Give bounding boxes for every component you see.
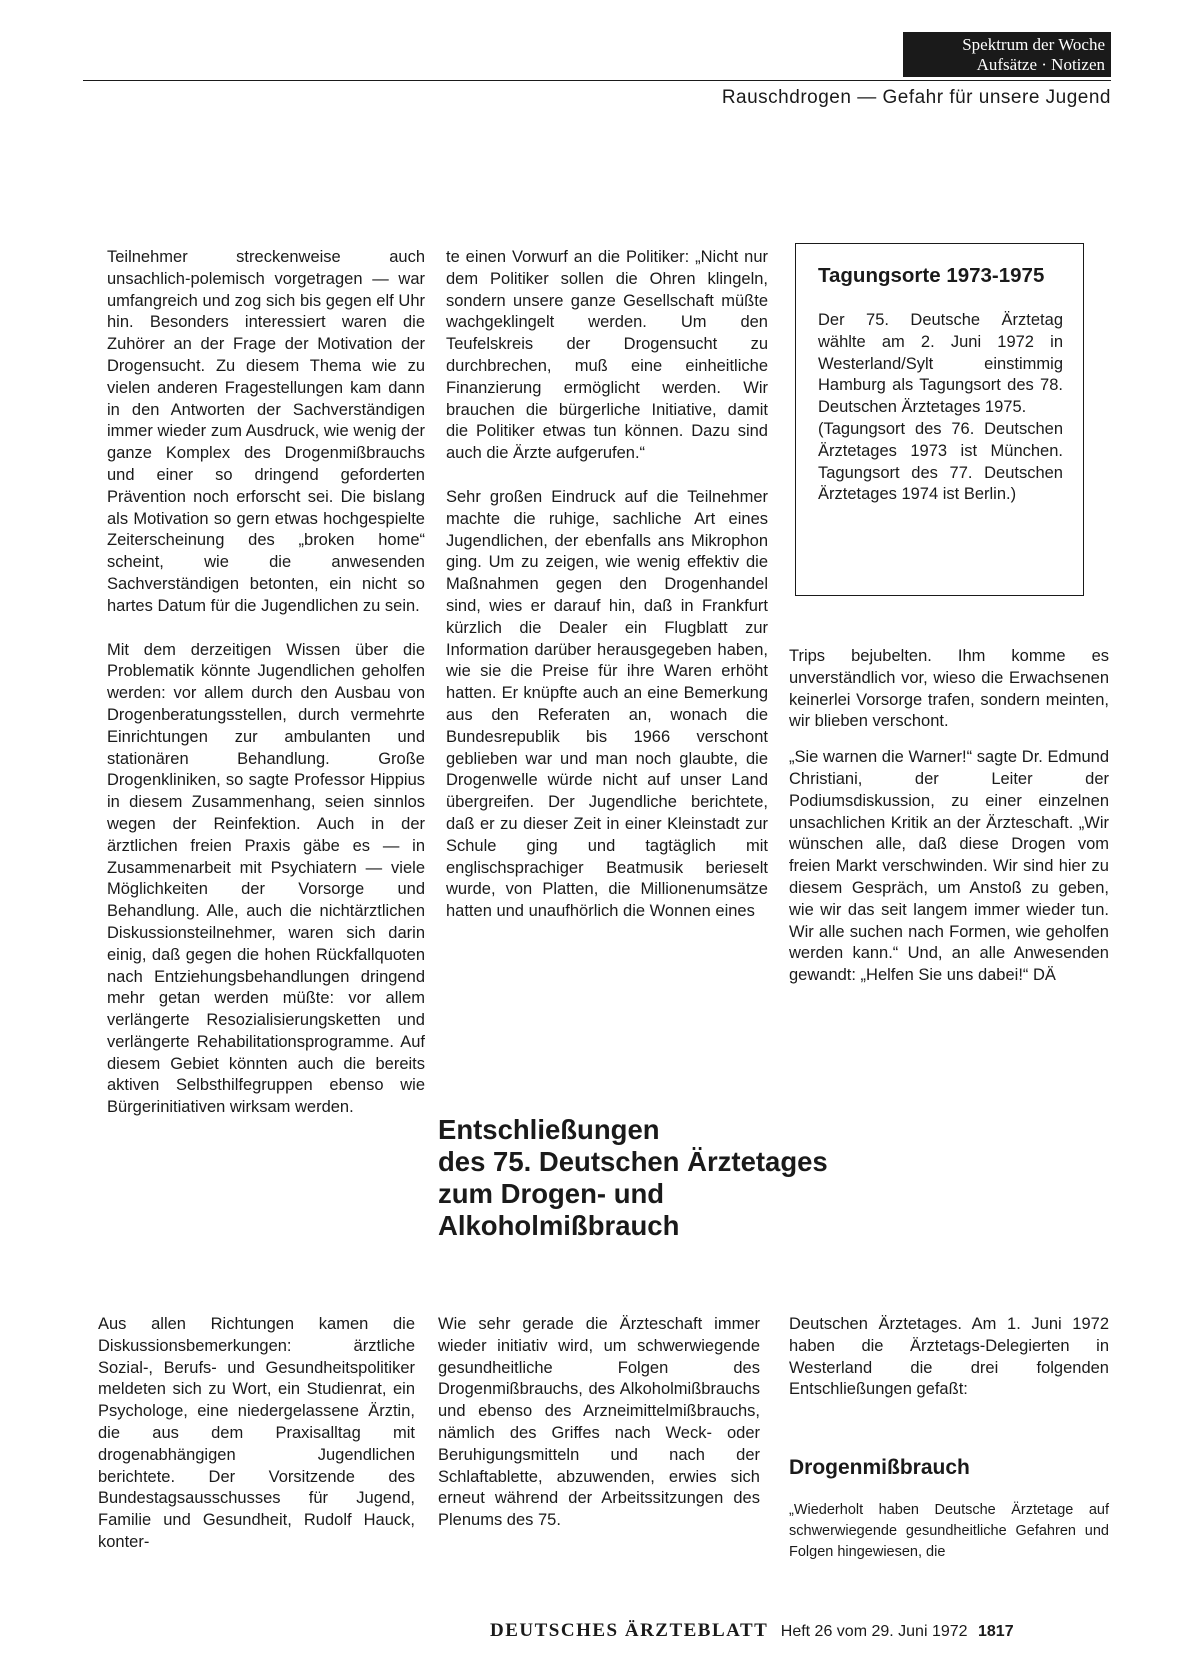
quote-paragraph: „Wiederholt haben Deutsche Ärztetage auf schwerwiegende gesundheitliche Gefahren und Folgen hingewiesen, die <box>789 1502 1109 1560</box>
page-number: 1817 <box>978 1623 1014 1640</box>
info-box <box>795 243 1084 596</box>
headline-line: des 75. Deutschen Ärztetages <box>438 1146 828 1177</box>
issue-info: Heft 26 vom 29. Juni 1972 <box>780 1623 968 1640</box>
paragraph: „Sie warnen die Warner!“ sagte Dr. Edmund Christiani, der Leiter der Podiumsdiskussion, zu einer einzelnen unsachlichen Kritik an der Ärzteschaft. „Wir wünschen alle, daß diese Drogen vom freien Markt verschwinden. Wir sind hier zu diesem Gespräch, um Anstoß zu geben, wie wir das seit langem immer wieder tun. Wir alle suchen nach Formen, wie geholfen werden kann.“ Und, an alle Anwesenden gewandt: „Helfen Sie uns dabei!“ DÄ <box>789 748 1109 985</box>
article-headline <box>438 1114 828 1242</box>
paragraph: Teilnehmer streckenweise auch unsachlich-polemisch vorgetragen — war umfangreich und zog sich bis gegen elf Uhr hin. Besonders interessiert waren die Zuhörer an der Frage der Motivation der Drogensucht. Zu diesem Thema wie zu vielen anderen Fragestellungen kam dann in den Antworten der Sachverständigen immer wieder zum Ausdruck, wie wenig der ganze Komplex des Drogenmißbrauchs und einer so dringend geforderten Prävention noch erforscht sei. Die bislang als Motivation so gern etwas hochgespielte Zeiterscheinung des „broken home“ scheint, wie die anwesenden Sachverständigen betonten, ein nicht so hartes Datum für die Jugendlichen zu sein. <box>107 248 425 615</box>
badge-line-2: Aufsätze · Notizen <box>976 55 1105 74</box>
column-3-bottom <box>789 1314 1109 1401</box>
paragraph: Deutschen Ärztetages. Am 1. Juni 1972 haben die Ärztetags-Delegierten in Westerland die drei folgenden Entschließungen gefaßt: <box>789 1315 1109 1399</box>
paragraph: Wie sehr gerade die Ärzteschaft immer wieder initiativ wird, um schwerwiegende gesundheitliche Folgen des Drogenmißbrauchs, des Alkoholmißbrauchs und ebenso des Arzneimittelmißbrauchs, nämlich des Griffes nach Weck- oder Beruhigungsmitteln und nach der Schlaftablette, abzuwenden, erwies sich erneut während der Arbeitssitzungen des Plenums des 75. <box>438 1315 760 1530</box>
headline-line: Alkoholmißbrauch <box>438 1210 680 1241</box>
paragraph: Aus allen Richtungen kamen die Diskussionsbemerkungen: ärztliche Sozial-, Berufs- und Gesundheitspolitiker meldeten sich zu Wort, ein Studienrat, ein Psychologe, eine niedergelassene Ärztin, die aus dem Praxisalltag mit drogenabhängigen Jugendlichen berichtete. Der Vorsitzende des Bundestagsausschusses für Jugend, Familie und Gesundheit, Rudolf Hauck, konter- <box>98 1315 415 1551</box>
paragraph: te einen Vorwurf an die Politiker: „Nicht nur dem Politiker sollen die Ohren klingeln, sondern unsere ganze Gesellschaft müßte wachgeklingelt werden. Um den Teufelskreis der Drogensucht zu durchbrechen, muß eine einheitliche Finanzierung ermöglicht werden. Wir brauchen die bürgerliche Initiative, damit die Politiker etwas tun können. Dazu sind auch die Ärzte aufgerufen.“ <box>446 248 768 463</box>
paragraph: Sehr großen Eindruck auf die Teilnehmer machte die ruhige, sachliche Art eines Jugendlichen, der ebenfalls ans Mikrophon ging. Um zu zeigen, wie wenig effektiv die Maßnahmen gegen den Drogenhandel sind, wies er darauf hin, daß in Frankfurt kürzlich die Dealer ein Flugblatt zur Information darüber herausgegeben haben, wie sie die Preise für ihre Waren erhöht hatten. Er knüpfte auch an eine Bemerkung aus den Referaten an, wonach die Bundesrepublik bis 1966 verschont geblieben war und man noch glaubte, die Drogenwelle würde nicht auf unser Land übergreifen. Der Jugendliche berichtete, daß er zu dieser Zeit in einer Kleinstadt zur Schule ging und tagtäglich mit englischsprachiger Beatmusik berieselt wurde, von Platten, die Millionenumsätze hatten und unaufhörlich die Wonnen eines <box>446 487 768 921</box>
info-box-paragraph: (Tagungsort des 76. Deutschen Ärztetages 1973 ist München. Tagungsort des 77. Deutschen Ärztetages 1974 ist Berlin.) <box>818 419 1063 504</box>
paragraph: Trips bejubelten. Ihm komme es unverständlich vor, wieso die Erwachsenen keinerlei Vorsorge trafen, sondern meinten, wir blieben verschont. <box>789 647 1109 731</box>
headline-line: zum Drogen- und <box>438 1178 665 1209</box>
header-rule <box>83 80 1111 81</box>
magazine-name: DEUTSCHES ÄRZTEBLATT <box>490 1620 769 1641</box>
badge-line-1: Spektrum der Woche <box>962 35 1105 54</box>
column-3-top <box>789 646 1109 987</box>
column-1-top <box>107 247 425 1119</box>
headline-line: Entschließungen <box>438 1114 660 1145</box>
section-title: Rauschdrogen — Gefahr für unsere Jugend <box>721 87 1111 108</box>
info-box-title: Tagungsorte 1973-1975 <box>818 264 1045 287</box>
column-2-top <box>446 247 768 923</box>
column-1-bottom <box>98 1314 415 1554</box>
subheading: Drogenmißbrauch <box>789 1456 970 1479</box>
section-badge <box>903 32 1111 77</box>
page-footer <box>490 1620 1014 1642</box>
column-2-bottom <box>438 1314 760 1532</box>
paragraph: Mit dem derzeitigen Wissen über die Problematik könnte Jugendlichen geholfen werden: vor allem durch den Ausbau von Drogenberatungsstellen, durch vermehrte Einrichtungen zur ambulanten und stationären Behandlung. Große Drogenkliniken, so sagte Professor Hippius in diesem Zusammenhang, seien sinnlos wegen der Reinfektion. Auch in der ärztlichen freien Praxis gäbe es — in Zusammenarbeit mit Psychiatern — viele Möglichkeiten der Vorsorge und Behandlung. Alle, auch die nichtärztlichen Diskussionsteilnehmer, waren sich darin einig, daß gegen die hohen Rückfallquoten nach Entziehungsbehandlungen dringend mehr getan werden müßte: vor allem verlängerte Resozialisierungsketten und verlängerte Rehabilitationsprogramme. Auf diesem Gebiet könnten auch die bereits aktiven Selbsthilfegruppen ebenso wie Bürgerinitiativen wirksam werden. <box>107 640 425 1117</box>
info-box-paragraph: Der 75. Deutsche Ärztetag wählte am 2. Juni 1972 in Westerland/Sylt einstimmig Hamburg als Tagungsort des 78. Deutschen Ärztetages 1975. <box>818 311 1063 417</box>
